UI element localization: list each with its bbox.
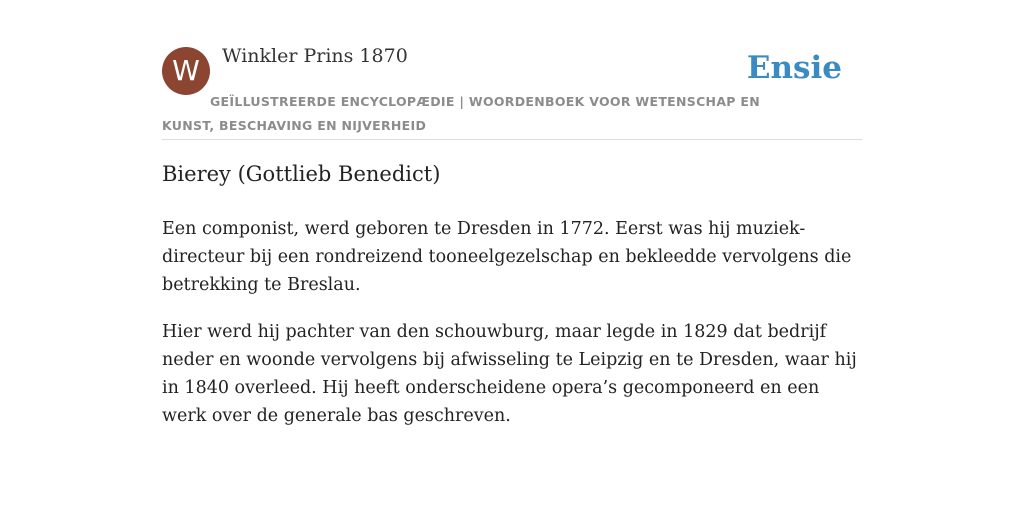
divider [162,139,862,140]
source-avatar[interactable]: W [162,47,210,95]
entry-paragraph: Een componist, werd geboren te Dresden in 1772. Eerst was hij muziek-directeur bij een rondreizend tooneelgezelschap en bekleedde vervolgens die betrekking te Breslau. [162,219,852,295]
entry-card [162,0,862,512]
brand-logo[interactable]: Ensie [746,50,842,86]
entry-body [162,215,862,449]
entry-title: Bierey (Gottlieb Benedict) [162,162,441,186]
source-title[interactable]: Winkler Prins 1870 [222,45,408,67]
source-subtitle: GEÏLLUSTREERDE ENCYCLOPÆDIE | WOORDENBOEK VOOR WETENSCHAP EN KUNST, BESCHAVING EN NIJVERHEID [162,94,760,133]
entry-paragraph: Hier werd hij pachter van den schouwburg, maar legde in 1829 dat bedrijf neder en woonde vervolgens bij afwisseling te Leipzig en te Dresden, waar hij in 1840 overleed. Hij heeft onderscheidene opera’s gecomponeerd en een werk over de generale bas geschreven. [162,322,857,426]
